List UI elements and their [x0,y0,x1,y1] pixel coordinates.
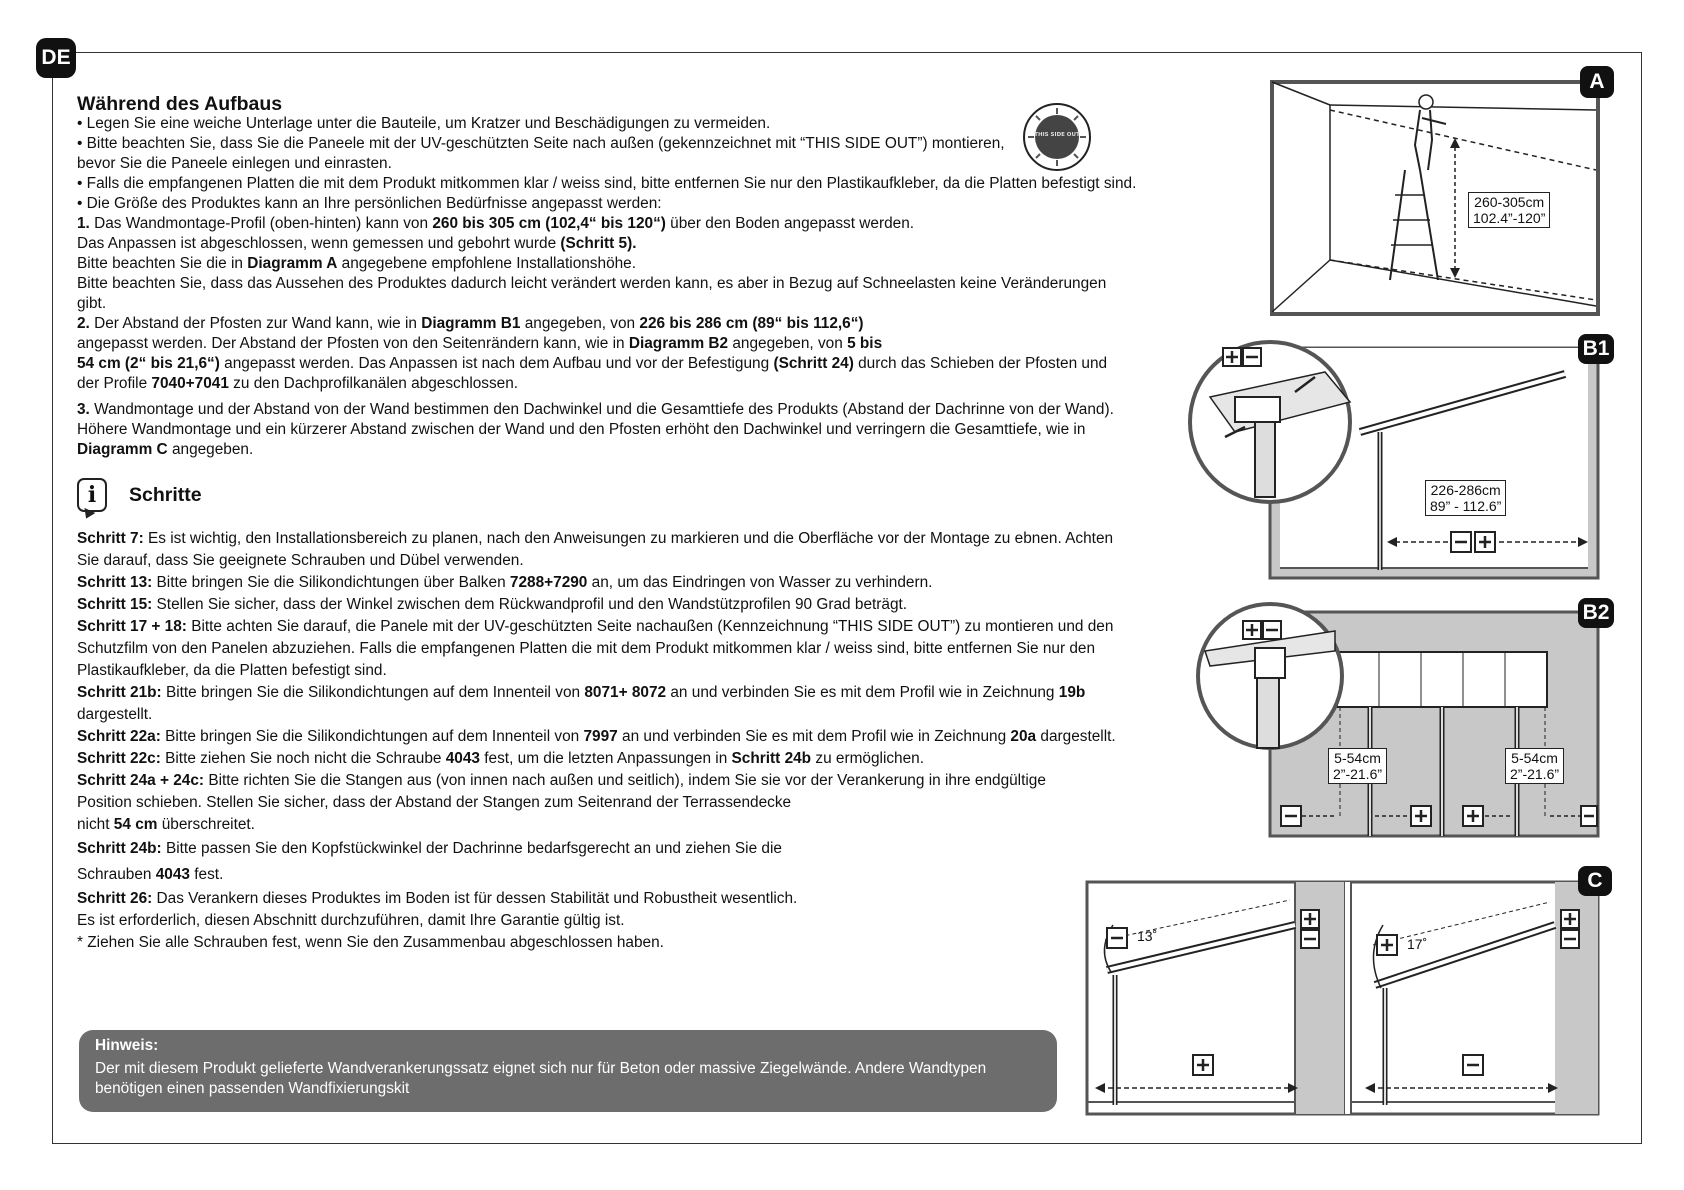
step-17-text: Bitte achten Sie darauf, die Panele mit der UV-geschützten Seite nachaußen (Kennzeichnung “THIS SIDE OUT”) zu montieren und den Schutzfilm von den Panelen abzuziehen. Falls die empfangenen Platten die mit dem Produkt mitkommen klar / weiss sind, bitte entfernen Sie nur den Plastikaufkleber, da die Platten befestigt sind. [77,618,1114,679]
diagram-b2-measure-left-cm: 5-54cm [1334,750,1381,766]
diagram-a-measure-in: 102.4”-120” [1473,210,1546,226]
diagram-c [1085,869,1603,1116]
step-17-18 [77,616,1137,682]
diagram-b2-label: B2 [1578,598,1614,628]
this-side-out-icon [1022,102,1092,172]
step-24a-label: Schritt 24a + 24c: [77,772,205,789]
step-26-b: Es ist erforderlich, diesen Abschnitt durchzuführen, damit Ihre Garantie gültig ist. [77,912,625,929]
step-22a-a: Bitte bringen Sie die Silikondichtungen auf dem Innenteil von [160,728,584,745]
diagram-a [1270,70,1605,316]
step-22a [77,726,1117,748]
step-22a-e: dargestellt. [1036,728,1116,745]
intro-bullet-3: • Falls die empfangenen Platten die mit dem Produkt mitkommen klar / weiss sind, bitte entfernen Sie nur den Plastikaufkleber, da die Platten befestigt sind. [77,175,1137,192]
p2-num: 2. [77,315,90,332]
diagram-c-angle-left: 13˚ [1137,928,1158,944]
intro-bullet-4: • Die Größe des Produktes kann an Ihre persönlichen Bedürfnisse angepasst werden: [77,195,662,212]
p1-e: (Schritt 5). [560,235,637,252]
p2-a: Der Abstand der Pfosten zur Wand kann, wie in [89,315,422,332]
diagram-b2-measure-left-in: 2”-21.6” [1333,766,1383,782]
p2-n: zu den Dachprofilkanälen abgeschlossen. [228,375,519,392]
p2-j: angepasst werden. Das Anpassen ist nach dem Aufbau und vor der Befestigung [219,355,774,372]
step-24b-c: 4043 [155,866,190,883]
diagram-b1-measure-in: 89” - 112.6” [1430,498,1502,514]
step-15-label: Schritt 15: [77,596,153,613]
step-22a-label: Schritt 22a: [77,728,161,745]
diagram-b1 [1185,332,1610,580]
step-22a-d: 20a [1010,728,1037,745]
step-21b-a: Bitte bringen Sie die Silikondichtungen auf dem Innenteil von [161,684,585,701]
step-15 [77,594,1137,616]
step-13-c: an, um das Eindringen von Wasser zu verhindern. [587,574,933,591]
step-15-text: Stellen Sie sicher, dass der Winkel zwischen dem Rückwandprofil und den Wandstützprofilen 90 Grad beträgt. [152,596,908,613]
paragraph-2 [77,314,1127,394]
step-26-a: Das Verankern dieses Produktes im Boden ist für dessen Stabilität und Robustheit wesentlich. [152,890,798,907]
p1-c: über den Boden angepasst werden. [665,215,915,232]
info-icon: i [77,478,107,512]
note-title: Hinweis: [95,1037,159,1054]
intro-bullet-2: • Bitte beachten Sie, dass Sie die Paneele mit der UV-geschützten Seite nach außen (gekennzeichnet mit “THIS SIDE OUT”) montieren, bevor Sie die Paneele einlegen und einrasten. [77,135,1005,172]
p1-num: 1. [77,215,90,232]
diagram-b2-measure-right-cm: 5-54cm [1511,750,1558,766]
diagram-b2-measure-left [1328,748,1387,784]
step-7-text: Es ist wichtig, den Installationsbereich zu planen, nach den Anweisungen zu markieren und die Oberfläche vor der Montage zu ebnen. Achten Sie darauf, dass Sie geeignete Schrauben und Dübel verwenden. [77,530,1114,569]
p1-d: Das Anpassen ist abgeschlossen, wenn gemessen und gebohrt wurde [77,235,561,252]
p1-b: 260 bis 305 cm (102,4“ bis 120“) [432,215,666,232]
paragraph-1 [77,214,1137,314]
step-22c-c: fest, um die letzten Anpassungen in [480,750,732,767]
p2-d: 226 bis 286 cm (89“ bis 112,6“) [639,315,864,332]
paragraph-3 [77,400,1117,460]
step-13-label: Schritt 13: [77,574,153,591]
step-21b-b: 8071+ 8072 [584,684,667,701]
p2-l: durch das Schieben der Pfosten und der Profile [77,355,1108,392]
step-24b [77,836,1137,888]
diagram-a-measure-cm: 260-305cm [1474,194,1545,210]
p1-f: Bitte beachten Sie die in [77,255,248,272]
step-22c [77,748,1137,770]
step-24b-label: Schritt 24b: [77,840,162,857]
p2-b: Diagramm B1 [421,315,521,332]
p2-k: (Schritt 24) [773,355,854,372]
footnote: * Ziehen Sie alle Schrauben fest, wenn Sie den Zusammenbau abgeschlossen haben. [77,934,664,951]
p3-c: angegeben. [167,441,254,458]
section-title: Während des Aufbaus [77,93,283,115]
step-24a-24c [77,770,1067,836]
step-22c-a: Bitte ziehen Sie noch nicht die Schraube [160,750,446,767]
diagram-b2-measure-right-in: 2”-21.6” [1510,766,1560,782]
steps-header [77,472,1137,518]
p2-i: 54 cm (2“ bis 21,6“) [77,355,220,372]
step-21b-d: 19b [1058,684,1086,701]
step-26-label: Schritt 26: [77,890,153,907]
step-21b-c: an und verbinden Sie es mit dem Profil wie in Zeichnung [666,684,1059,701]
step-22c-b: 4043 [445,750,480,767]
p2-h: 5 bis [847,335,883,352]
diagram-c-angle-right: 17˚ [1407,936,1428,952]
diagram-b2-measure-right [1505,748,1564,784]
step-21b [77,682,1097,726]
step-7-label: Schritt 7: [77,530,144,547]
step-24a-d: überschreitet. [157,816,255,833]
step-21b-label: Schritt 21b: [77,684,162,701]
p1-i: Bitte beachten Sie, dass das Aussehen des Produktes dadurch leicht verändert werden kann, es aber in Bezug auf Schneelasten keine Veränderungen gibt. [77,275,1107,312]
step-13 [77,572,1137,594]
step-22a-b: 7997 [583,728,618,745]
diagram-c-label: C [1578,866,1612,896]
step-24a-a: Bitte richten Sie die Stangen aus (von innen nach außen und seitlich), indem Sie sie vor der Verankerung in ihre endgültige Position schieben. Stellen Sie sicher, dass der Abstand der Stangen zum Seitenrand der Terrassendecke [77,772,1046,811]
sun-badge-text: THIS SIDE OUT [1034,132,1080,138]
diagram-a-label: A [1580,66,1614,98]
step-24b-a: Bitte passen Sie den Kopfstückwinkel der Dachrinne bedarfsgerecht an und ziehen Sie die [161,840,782,857]
p1-a: Das Wandmontage-Profil (oben-hinten) kann von [89,215,433,232]
step-22c-label: Schritt 22c: [77,750,161,767]
p2-m: 7040+7041 [151,375,229,392]
diagram-a-measure [1468,192,1550,228]
step-24a-c: 54 cm [113,816,158,833]
step-26 [77,888,1137,932]
step-13-b: 7288+7290 [509,574,588,591]
step-13-a: Bitte bringen Sie die Silikondichtungen über Balken [152,574,510,591]
p2-e: angepasst werden. Der Abstand der Pfosten von den Seitenrändern kann, wie in [77,335,629,352]
p2-f: Diagramm B2 [628,335,729,352]
step-17-label: Schritt 17 + 18: [77,618,187,635]
p2-c: angegeben, von [520,315,640,332]
step-22a-c: an und verbinden Sie es mit dem Profil wie in Zeichnung [617,728,1011,745]
language-badge: DE [36,38,76,78]
p1-h: angegebene empfohlene Installationshöhe. [337,255,637,272]
diagram-b1-measure-cm: 226-286cm [1430,482,1501,498]
step-7 [77,528,1137,572]
diagram-b1-measure [1425,480,1506,516]
step-24a-b: nicht [77,816,114,833]
diagram-b1-label: B1 [1578,334,1614,364]
step-21b-e: dargestellt. [77,706,153,723]
step-24b-b: Schrauben [77,866,156,883]
intro-bullet-1: • Legen Sie eine weiche Unterlage unter die Bauteile, um Kratzer und Beschädigungen zu vermeiden. [77,115,771,132]
step-22c-d: Schritt 24b [731,750,812,767]
note-box [79,1030,1057,1112]
diagram-b2 [1185,596,1610,838]
p1-g: Diagramm A [247,255,338,272]
p2-g: angegeben, von [728,335,848,352]
main-text-column [77,94,1137,954]
step-24b-d: fest. [189,866,224,883]
step-22c-e: zu ermöglichen. [811,750,925,767]
steps-title: Schritte [129,484,202,506]
p3-b: Diagramm C [77,441,168,458]
note-text: Der mit diesem Produkt gelieferte Wandverankerungssatz eignet sich nur für Beton oder massive Ziegelwände. Andere Wandtypen benötigen einen passenden Wandfixierungskit [95,1060,987,1097]
p3-num: 3. [77,401,90,418]
p3-a: Wandmontage und der Abstand von der Wand bestimmen den Dachwinkel und die Gesamttiefe des Produkts (Abstand der Dachrinne von der Wand). Höhere Wandmontage und ein kürzerer Abstand zwischen der Wand und den Pfosten erhöht den Dachwinkel und verringern die Gesamttiefe, wie in [77,401,1114,438]
